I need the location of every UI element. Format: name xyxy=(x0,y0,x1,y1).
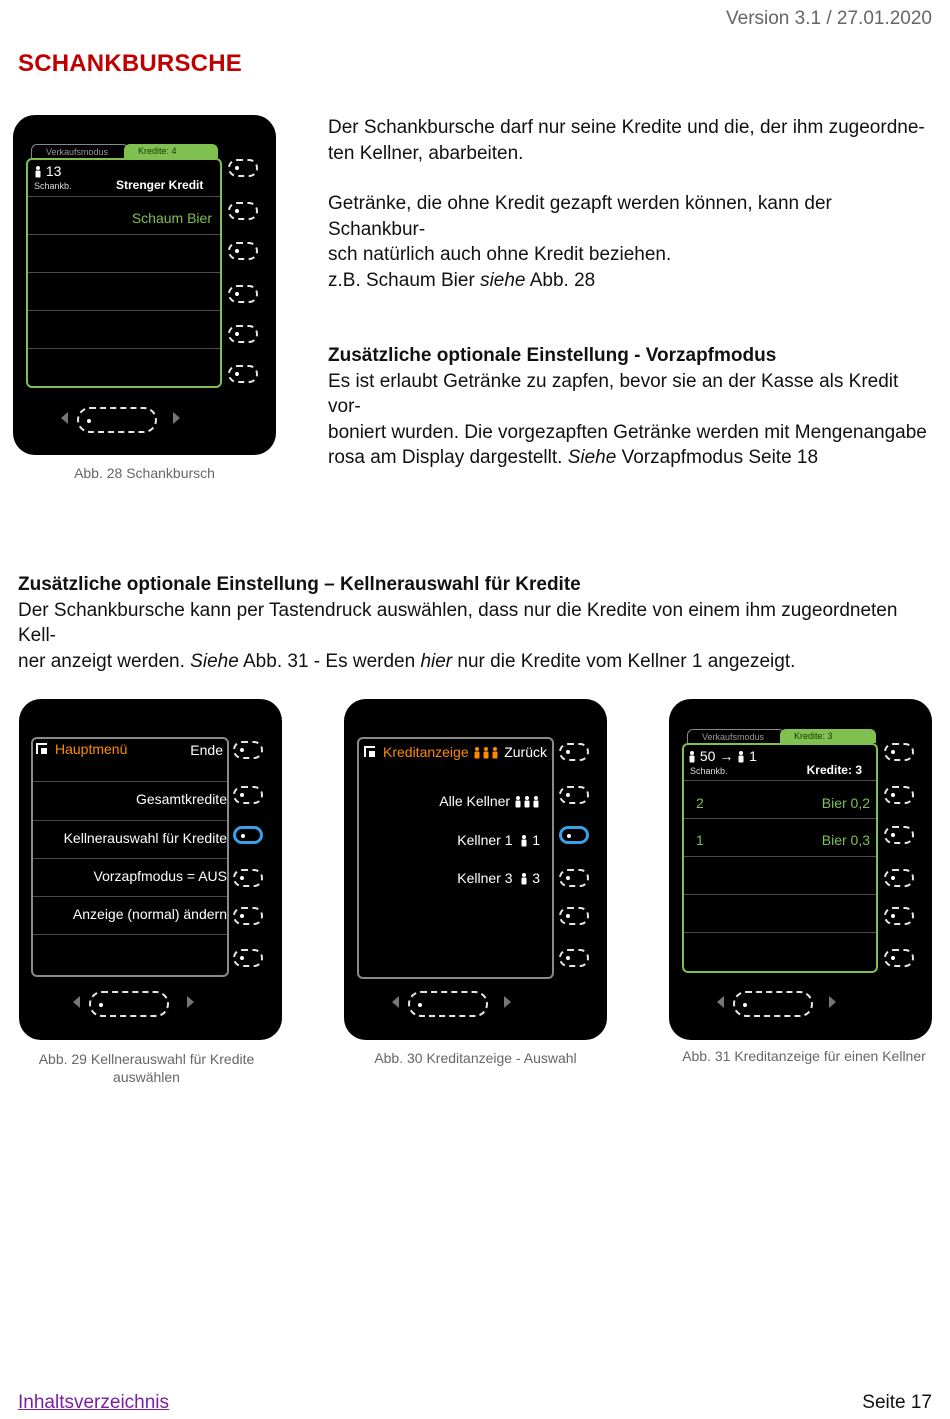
person-icon xyxy=(520,873,528,885)
softkey-button-1[interactable] xyxy=(233,741,263,759)
display-screen xyxy=(26,158,222,388)
paragraph xyxy=(328,115,933,166)
text-line: Abb. 31 - Es werden xyxy=(238,650,421,672)
end-label: Ende xyxy=(190,742,223,758)
list-item[interactable] xyxy=(28,196,220,235)
text-line: rosa am Display dargestellt. xyxy=(328,447,568,468)
arrow-right-icon: → xyxy=(719,748,734,764)
list-item[interactable] xyxy=(28,310,220,349)
softkey-button-4[interactable] xyxy=(233,869,263,887)
text-line: Abb. 28 xyxy=(525,269,596,291)
list-item-kellner-3[interactable] xyxy=(457,870,540,886)
softkey-button-3[interactable] xyxy=(884,826,914,844)
figure-caption: Abb. 28 Schankbursch xyxy=(74,465,215,481)
text-line: ner anzeigt werden. xyxy=(18,650,191,672)
tab-verkaufsmodus[interactable]: Verkaufsmodus xyxy=(687,729,785,743)
text-line: Es ist erlaubt Getränke zu zapfen, bevor sie an der Kasse als Kredit vor- xyxy=(328,370,899,417)
header-label: Strenger Kredit xyxy=(116,178,204,192)
menu-item-kellnerauswahl[interactable] xyxy=(33,820,227,859)
menu-item-label: Kellnerauswahl für Kredite xyxy=(63,830,227,846)
person-icon xyxy=(688,751,696,763)
caption-line: Abb. 29 Kellnerauswahl für Kredite xyxy=(38,1051,255,1067)
role-label: Schankb. xyxy=(690,766,728,776)
nav-right-arrow-icon[interactable] xyxy=(829,996,836,1008)
tab-kredite[interactable]: Kredite: 4 xyxy=(124,144,218,158)
menu-item-anzeige[interactable] xyxy=(33,896,227,935)
italic-text: hier xyxy=(420,650,453,672)
nav-rocker-button[interactable] xyxy=(77,407,157,433)
person-icon xyxy=(737,751,745,763)
display-screen xyxy=(31,737,229,977)
nav-rocker-button[interactable] xyxy=(733,991,813,1017)
menu-corner-icon xyxy=(36,742,48,758)
text-line: nur die Kredite vom Kellner 1 angezeigt. xyxy=(452,650,796,672)
softkey-button-5[interactable] xyxy=(559,907,589,925)
item-number: 1 xyxy=(532,832,540,848)
italic-text: Siehe xyxy=(190,650,239,672)
softkey-button-4[interactable] xyxy=(228,285,258,303)
credit-row[interactable] xyxy=(684,818,876,857)
section-heading: Zusätzliche optionale Einstellung – Kellnerauswahl für Kredite xyxy=(18,574,581,595)
menu-item-vorzapfmodus[interactable] xyxy=(33,858,227,897)
softkey-button-1[interactable] xyxy=(884,743,914,761)
softkey-button-5[interactable] xyxy=(884,907,914,925)
figure-caption: Abb. 31 Kreditanzeige für einen Kellner xyxy=(682,1048,926,1064)
menu-item-label: Anzeige (normal) ändern xyxy=(72,906,227,922)
version-label: Version 3.1 / 27.01.2020 xyxy=(726,8,932,29)
back-label: Zurück xyxy=(504,744,547,760)
drink-label: Schaum Bier xyxy=(131,210,212,226)
person-icon xyxy=(34,166,42,178)
role-label: Schankb. xyxy=(34,181,72,191)
softkey-button-4[interactable] xyxy=(559,869,589,887)
text-line: boniert wurden. Die vorgezapften Getränke werden mit Mengenangabe xyxy=(328,421,927,443)
nav-right-arrow-icon[interactable] xyxy=(173,412,180,424)
section-heading: Zusätzliche optionale Einstellung - Vorzapfmodus xyxy=(328,345,777,366)
person-icon xyxy=(520,835,528,847)
display-screen xyxy=(682,743,878,973)
credit-row[interactable] xyxy=(684,894,876,933)
softkey-button-2[interactable] xyxy=(228,202,258,220)
softkey-button-2[interactable] xyxy=(884,786,914,804)
tab-kredite[interactable]: Kredite: 3 xyxy=(780,729,876,743)
header-row xyxy=(33,739,227,782)
page-title: SCHANKBURSCHE xyxy=(18,50,242,77)
device-fig31 xyxy=(669,699,932,1040)
credit-count: 2 xyxy=(696,795,704,811)
text-line: ten Kellner, abarbeiten. xyxy=(328,142,524,164)
item-number: 3 xyxy=(532,870,540,886)
list-item-alle-kellner[interactable] xyxy=(439,793,540,809)
item-label: Kellner 3 xyxy=(457,870,513,886)
text-line: Der Schankbursche kann per Tastendruck auswählen, dass nur die Kredite von einem ihm zugeordneten Kell- xyxy=(18,599,898,646)
title-text: Kreditanzeige xyxy=(383,744,469,760)
nav-left-arrow-icon[interactable] xyxy=(61,412,68,424)
list-item-kellner-1[interactable] xyxy=(457,832,540,848)
item-label: Kellner 1 xyxy=(457,832,513,848)
italic-text: siehe xyxy=(480,269,526,291)
nav-left-arrow-icon[interactable] xyxy=(392,996,399,1008)
softkey-button-6[interactable] xyxy=(228,365,258,383)
nav-left-arrow-icon[interactable] xyxy=(73,996,80,1008)
menu-item-label: Vorzapfmodus = AUS xyxy=(93,868,227,884)
nav-rocker-button[interactable] xyxy=(89,991,169,1017)
persons-icon xyxy=(473,747,499,759)
softkey-button-1[interactable] xyxy=(228,159,258,177)
device-fig28 xyxy=(13,115,276,455)
credit-row[interactable] xyxy=(684,780,876,819)
count-display xyxy=(688,748,757,764)
softkey-button-selected[interactable] xyxy=(559,826,589,844)
header-row xyxy=(684,745,876,781)
header-row xyxy=(359,739,552,781)
figure-caption xyxy=(19,1050,274,1086)
vorzapf-section xyxy=(328,343,933,471)
page-number: Seite 17 xyxy=(862,1392,932,1413)
text-line: Getränke, die ohne Kredit gezapft werden können, kann der Schankbur- xyxy=(328,193,832,240)
softkey-button-6[interactable] xyxy=(884,949,914,967)
softkey-button-2[interactable] xyxy=(233,786,263,804)
menu-item-label: Gesamtkredite xyxy=(135,791,227,807)
drink-label: Bier 0,2 xyxy=(821,795,870,811)
figure-caption: Abb. 30 Kreditanzeige - Auswahl xyxy=(374,1050,577,1066)
kellnerauswahl-section xyxy=(18,572,938,674)
credits-label: Kredite: 3 xyxy=(806,763,862,777)
text-line: Der Schankbursche darf nur seine Kredite und die, der ihm zugeordne- xyxy=(328,117,925,138)
drink-label: Bier 0,3 xyxy=(821,832,870,848)
toc-link[interactable]: Inhaltsverzeichnis xyxy=(18,1392,170,1413)
tab-verkaufsmodus[interactable]: Verkaufsmodus xyxy=(31,144,129,158)
text-line: Vorzapfmodus Seite 18 xyxy=(616,447,819,468)
paragraph xyxy=(328,191,933,293)
section1-text xyxy=(328,115,933,293)
softkey-button-4[interactable] xyxy=(884,869,914,887)
nav-right-arrow-icon[interactable] xyxy=(504,996,511,1008)
softkey-button-3[interactable] xyxy=(228,242,258,260)
softkey-button-6[interactable] xyxy=(559,949,589,967)
text-line: z.B. Schaum Bier xyxy=(328,269,481,291)
persons-icon xyxy=(514,796,540,808)
count-display xyxy=(34,163,61,179)
italic-text: Siehe xyxy=(567,447,617,468)
display-screen xyxy=(357,737,554,979)
menu-corner-icon xyxy=(364,745,376,761)
softkey-button-selected[interactable] xyxy=(233,826,263,844)
count-from: 50 xyxy=(699,748,716,764)
softkey-button-6[interactable] xyxy=(233,949,263,967)
softkey-button-2[interactable] xyxy=(559,786,589,804)
nav-right-arrow-icon[interactable] xyxy=(187,996,194,1008)
count-to: 1 xyxy=(749,748,757,764)
nav-left-arrow-icon[interactable] xyxy=(717,996,724,1008)
credit-row[interactable] xyxy=(684,856,876,895)
list-item[interactable] xyxy=(28,234,220,273)
menu-title xyxy=(383,744,499,760)
item-label: Alle Kellner xyxy=(439,793,511,809)
credit-count: 1 xyxy=(696,832,704,848)
nav-rocker-button[interactable] xyxy=(408,991,488,1017)
count-value: 13 xyxy=(45,163,62,179)
device-fig29 xyxy=(19,699,282,1040)
list-item[interactable] xyxy=(28,272,220,311)
text-line: sch natürlich auch ohne Kredit beziehen. xyxy=(328,244,672,265)
softkey-button-1[interactable] xyxy=(559,743,589,761)
menu-item-gesamtkredite[interactable] xyxy=(33,781,227,821)
header-row xyxy=(28,160,220,197)
caption-line: auswählen xyxy=(113,1069,180,1085)
softkey-button-5[interactable] xyxy=(233,907,263,925)
softkey-button-5[interactable] xyxy=(228,325,258,343)
device-fig30 xyxy=(344,699,607,1040)
menu-title: Hauptmenü xyxy=(55,741,128,757)
